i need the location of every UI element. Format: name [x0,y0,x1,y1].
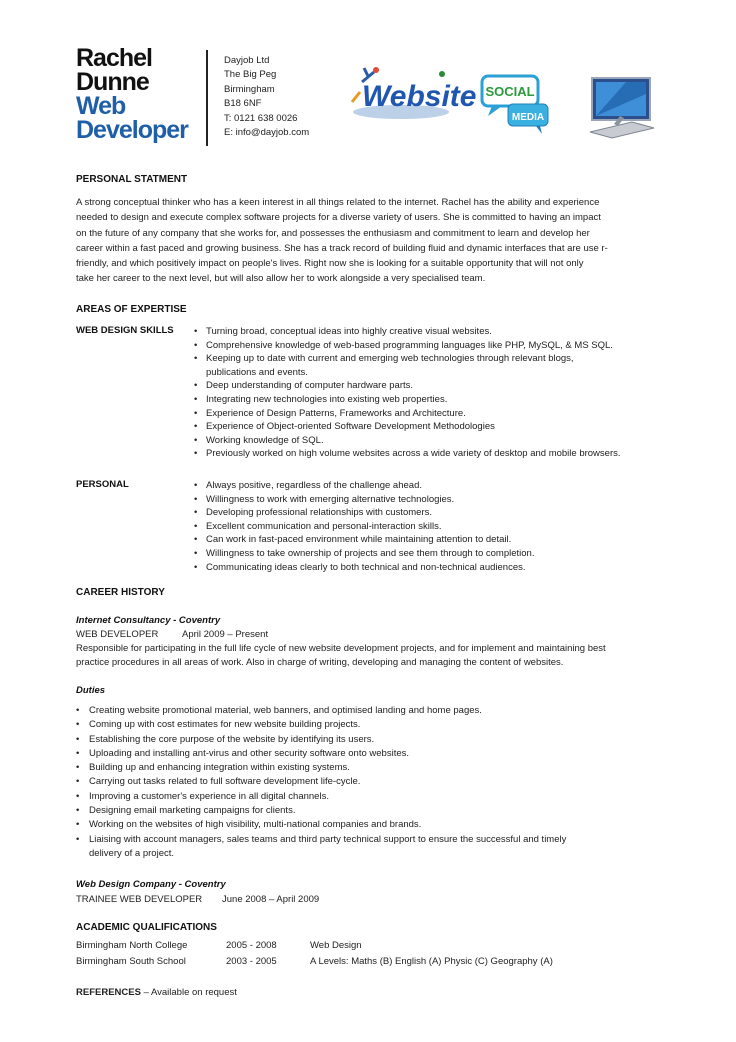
personal-statement-title: PERSONAL STATMENT [76,174,188,185]
list-item: • Developing professional relationships with customers. [192,506,672,520]
references-text: – Available on request [140,987,237,998]
job2-position: TRAINEE WEB DEVELOPER [76,894,203,905]
list-item: • Coming up with cost estimates for new website building projects. [76,718,656,732]
contact-block [224,54,309,140]
list-item: • Carrying out tasks related to full software development life-cycle. [76,775,656,789]
list-item: • Building up and enhancing integration within existing systems. [76,761,656,775]
list-item: • Excellent communication and personal-interaction skills. [192,520,672,534]
name-block [76,46,188,142]
list-item: • Turning broad, conceptual ideas into highly creative visual websites. [192,325,672,339]
job1-description-1: Responsible for participating in the full life cycle of new website development projects, and for implement and maintaining best [76,643,606,654]
job1-position: WEB DEVELOPER [76,629,159,640]
role-line-1: Web [76,92,126,120]
list-item: • Designing email marketing campaigns for clients. [76,804,656,818]
duties-label: Duties [76,685,106,696]
list-item: • Creating website promotional material, web banners, and optimised landing and home pages. [76,704,656,718]
job1-dates: April 2009 – Present [182,629,269,640]
list-item: • Working on the websites of high visibility, multi-national companies and brands. [76,818,656,832]
references-line [76,987,237,998]
academic-subject-2: A Levels: Maths (B) English (A) Physic (C) Geography (A) [310,956,553,967]
list-item: • Uploading and installing ant-virus and other security software onto websites. [76,747,656,761]
list-item: • Willingness to take ownership of projects and see them through to completion. [192,547,672,561]
website-logo-text: Website [362,80,477,113]
contact-phone: T: 0121 638 0026 [224,112,298,124]
academic-title: ACADEMIC QUALIFICATIONS [76,922,217,933]
statement-line: take her career to the next level, but will also allow her to work alongside a very specialised team. [76,273,486,285]
statement-line: career within a fast paced and growing business. She has a track record of building fluid and dynamic interfaces that are use r- [76,242,608,254]
statement-line: A strong conceptual thinker who has a keen interest in all things related to the internet. Rachel has the ability and experience [76,197,600,208]
list-item: • Establishing the core purpose of the website by identifying its users. [76,733,656,747]
academic-subject-1: Web Design [310,940,362,951]
last-name: Dunne [76,68,149,96]
job2-employer: Web Design Company - Coventry [76,879,226,890]
list-item: • Previously worked on high volume websites across a wide variety of desktop and mobile browsers. [192,447,672,461]
references-label: REFERENCES [76,987,141,998]
statement-line: friendly, and which positively impact on people's lives. Right now she is looking for a suitable opportunity that will not only [76,258,584,270]
statement-line: needed to design and execute complex software projects for a diverse variety of users. She is committed to having an impact [76,212,601,224]
contact-postcode: B18 6NF [224,98,262,110]
academic-years-1: 2005 - 2008 [226,940,277,951]
personal-list [192,479,672,574]
web-design-skills-list [192,325,672,461]
list-item: • Communicating ideas clearly to both technical and non-technical audiences. [192,561,672,575]
statement-line: on the future of any company that she works for, and possesses the enthusiasm and commitment to learn and develop her [76,227,590,239]
first-name: Rachel [76,44,152,72]
list-item: • Willingness to work with emerging alternative technologies. [192,493,672,507]
list-item: • Always positive, regardless of the challenge ahead. [192,479,672,493]
list-item: • Deep understanding of computer hardware parts. [192,379,672,393]
role-line-2: Developer [76,116,188,144]
personal-label: PERSONAL [76,479,129,490]
list-item: • Liaising with account managers, sales teams and third party technical support to ensure the successful and timely [76,833,656,847]
social-logo-text: SOCIAL [485,84,535,99]
list-item: • Integrating new technologies into existing web properties. [192,393,672,407]
career-history-title: CAREER HISTORY [76,587,165,598]
academic-school-2: Birmingham South School [76,956,186,967]
header-divider [206,50,208,146]
duties-list [76,704,656,861]
social-media-icon [480,74,552,136]
list-item: • Working knowledge of SQL. [192,434,672,448]
list-item: • Can work in fast-paced environment while maintaining attention to detail. [192,533,672,547]
list-item: • Comprehensive knowledge of web-based programming languages like PHP, MySQL, & MS SQL. [192,339,672,353]
job2-dates: June 2008 – April 2009 [222,894,320,905]
list-item: • Keeping up to date with current and emerging web technologies through relevant blogs, [192,352,672,366]
list-item-continued: delivery of a project. [89,847,175,859]
job1-employer: Internet Consultancy - Coventry [76,615,221,626]
list-item: • Experience of Object-oriented Software Development Methodologies [192,420,672,434]
contact-email: E: info@dayjob.com [224,127,310,139]
personal-statement-text [76,195,666,287]
academic-years-2: 2003 - 2005 [226,956,277,967]
list-item: • Improving a customer's experience in all digital channels. [76,790,656,804]
web-design-skills-label: WEB DESIGN SKILLS [76,325,174,336]
list-item: • Experience of Design Patterns, Frameworks and Architecture. [192,407,672,421]
job1-description-2: practice procedures in all areas of work. Also in charge of writing, developing and managing the content of websites. [76,657,564,668]
academic-school-1: Birmingham North College [76,940,188,951]
media-logo-text: MEDIA [511,112,545,123]
contact-street: The Big Peg [224,69,277,81]
contact-city: Birmingham [224,83,275,95]
website-logo-icon [346,62,477,124]
contact-company: Dayjob Ltd [224,55,270,66]
computer-monitor-icon [586,74,658,140]
list-item-continued: publications and events. [206,366,308,378]
expertise-title: AREAS OF EXPERTISE [76,304,187,315]
